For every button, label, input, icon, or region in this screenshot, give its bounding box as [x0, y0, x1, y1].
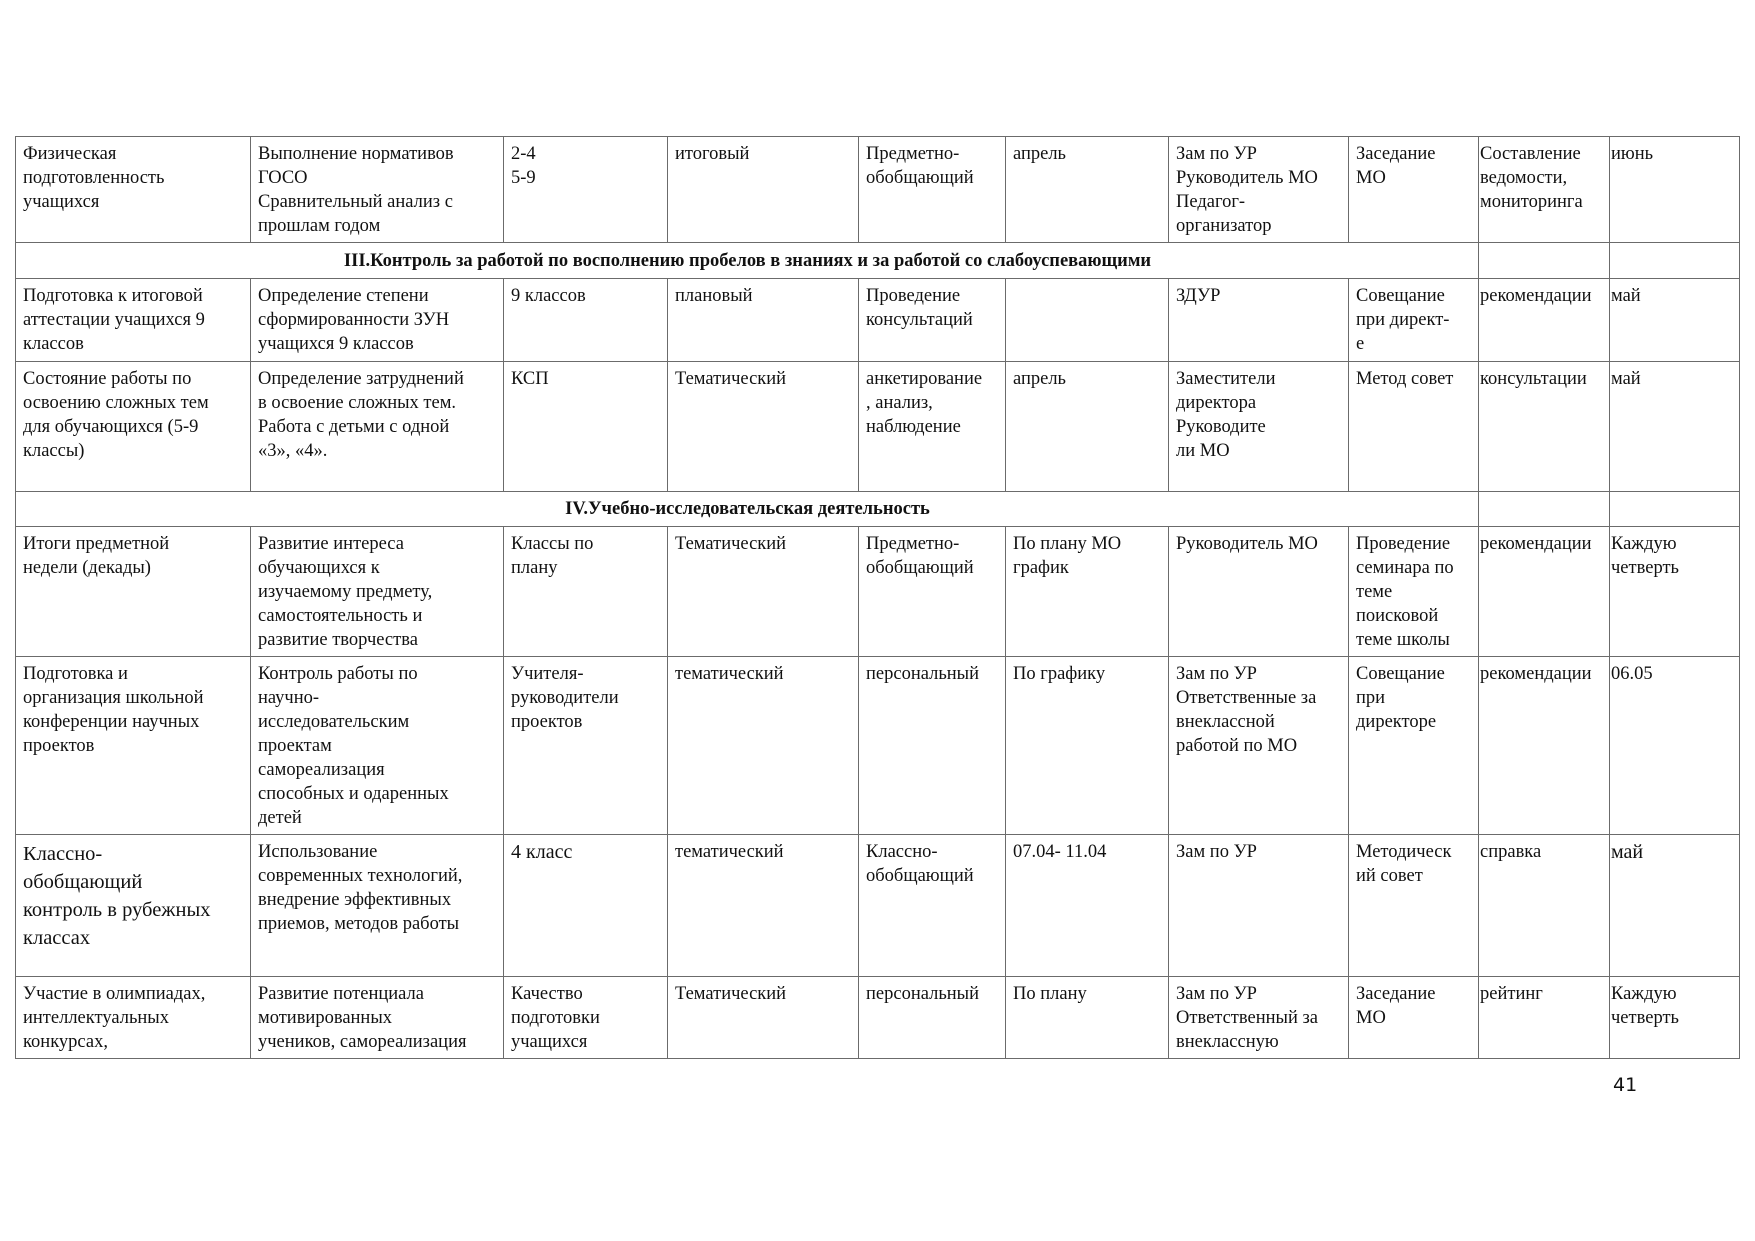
cell-review-place: Метод совет — [1349, 362, 1479, 492]
cell-result: консультации — [1479, 362, 1610, 492]
cell-empty — [1610, 492, 1740, 527]
cell-object: Качество подготовки учащихся — [504, 977, 668, 1059]
cell-goal: Определение затруднений в освоение сложных тем. Работа с детьми с одной «3», «4». — [251, 362, 504, 492]
table-row — [16, 279, 1740, 362]
section-row — [16, 492, 1740, 527]
cell-control-type: Тематический — [668, 977, 859, 1059]
cell-responsible: ЗДУР — [1169, 279, 1349, 362]
cell-topic: Состояние работы по освоению сложных тем для обучающихся (5-9 классы) — [16, 362, 251, 492]
cell-review-place: Совещание при директ- е — [1349, 279, 1479, 362]
cell-control-type: тематический — [668, 835, 859, 977]
cell-method: анкетирование , анализ, наблюдение — [859, 362, 1006, 492]
cell-dates: 07.04- 11.04 — [1006, 835, 1169, 977]
cell-object: Учителя- руководители проектов — [504, 657, 668, 835]
cell-result: рейтинг — [1479, 977, 1610, 1059]
cell-goal: Развитие потенциала мотивированных учеников, самореализация — [251, 977, 504, 1059]
cell-deadline: июнь — [1610, 137, 1740, 243]
cell-method: Проведение консультаций — [859, 279, 1006, 362]
cell-topic: Подготовка и организация школьной конференции научных проектов — [16, 657, 251, 835]
cell-review-place: Заседание МО — [1349, 977, 1479, 1059]
cell-dates — [1006, 279, 1169, 362]
cell-goal: Определение степени сформированности ЗУН учащихся 9 классов — [251, 279, 504, 362]
cell-topic: Подготовка к итоговой аттестации учащихся 9 классов — [16, 279, 251, 362]
cell-goal: Контроль работы по научно- исследовательским проектам самореализация способных и одаренных детей — [251, 657, 504, 835]
cell-goal: Выполнение нормативов ГОСО Сравнительный анализ с прошлам годом — [251, 137, 504, 243]
cell-method: персональный — [859, 657, 1006, 835]
cell-empty — [1610, 243, 1740, 279]
control-plan-table — [15, 136, 1740, 1059]
section-title-iv: IV.Учебно-исследовательская деятельность — [16, 492, 1479, 527]
cell-responsible: Заместители директора Руководите ли МО — [1169, 362, 1349, 492]
cell-dates: апрель — [1006, 137, 1169, 243]
cell-object: 9 классов — [504, 279, 668, 362]
cell-deadline: май — [1610, 362, 1740, 492]
cell-result: Составление ведомости, мониторинга — [1479, 137, 1610, 243]
cell-review-place: Совещание при директоре — [1349, 657, 1479, 835]
cell-review-place: Заседание МО — [1349, 137, 1479, 243]
cell-control-type: итоговый — [668, 137, 859, 243]
cell-responsible: Зам по УР Руководитель МО Педагог- организатор — [1169, 137, 1349, 243]
cell-control-type: тематический — [668, 657, 859, 835]
section-title-iii: III.Контроль за работой по восполнению пробелов в знаниях и за работой со слабоуспевающими — [16, 243, 1479, 279]
cell-control-type: Тематический — [668, 527, 859, 657]
cell-result: рекомендации — [1479, 657, 1610, 835]
cell-deadline: Каждую четверть — [1610, 977, 1740, 1059]
cell-goal: Развитие интереса обучающихся к изучаемому предмету, самостоятельность и развитие творчества — [251, 527, 504, 657]
cell-deadline: 06.05 — [1610, 657, 1740, 835]
cell-responsible: Руководитель МО — [1169, 527, 1349, 657]
cell-object: 4 класс — [504, 835, 668, 977]
cell-method: Предметно- обобщающий — [859, 527, 1006, 657]
cell-empty — [1479, 492, 1610, 527]
page-number: 41 — [1613, 1074, 1638, 1096]
cell-deadline: май — [1610, 835, 1740, 977]
table-row — [16, 977, 1740, 1059]
cell-dates: апрель — [1006, 362, 1169, 492]
cell-object: 2-4 5-9 — [504, 137, 668, 243]
section-row — [16, 243, 1740, 279]
table-row — [16, 362, 1740, 492]
cell-method: персональный — [859, 977, 1006, 1059]
cell-object: КСП — [504, 362, 668, 492]
table-row — [16, 527, 1740, 657]
cell-method: Предметно- обобщающий — [859, 137, 1006, 243]
cell-deadline: Каждую четверть — [1610, 527, 1740, 657]
cell-goal: Использование современных технологий, внедрение эффективных приемов, методов работы — [251, 835, 504, 977]
cell-deadline: май — [1610, 279, 1740, 362]
cell-topic: Итоги предметной недели (декады) — [16, 527, 251, 657]
cell-topic: Классно- обобщающий контроль в рубежных классах — [16, 835, 251, 977]
cell-dates: По плану МО график — [1006, 527, 1169, 657]
cell-review-place: Проведение семинара по теме поисковой теме школы — [1349, 527, 1479, 657]
table-row — [16, 835, 1740, 977]
cell-dates: По плану — [1006, 977, 1169, 1059]
cell-method: Классно- обобщающий — [859, 835, 1006, 977]
cell-result: рекомендации — [1479, 527, 1610, 657]
cell-control-type: плановый — [668, 279, 859, 362]
cell-object: Классы по плану — [504, 527, 668, 657]
cell-control-type: Тематический — [668, 362, 859, 492]
cell-responsible: Зам по УР — [1169, 835, 1349, 977]
table-row — [16, 137, 1740, 243]
cell-responsible: Зам по УР Ответственный за внеклассную — [1169, 977, 1349, 1059]
cell-dates: По графику — [1006, 657, 1169, 835]
cell-topic: Участие в олимпиадах, интеллектуальных конкурсах, — [16, 977, 251, 1059]
cell-empty — [1479, 243, 1610, 279]
cell-responsible: Зам по УР Ответственные за внеклассной работой по МО — [1169, 657, 1349, 835]
cell-topic: Физическая подготовленность учащихся — [16, 137, 251, 243]
cell-review-place: Методическ ий совет — [1349, 835, 1479, 977]
cell-result: справка — [1479, 835, 1610, 977]
cell-result: рекомендации — [1479, 279, 1610, 362]
table-row — [16, 657, 1740, 835]
